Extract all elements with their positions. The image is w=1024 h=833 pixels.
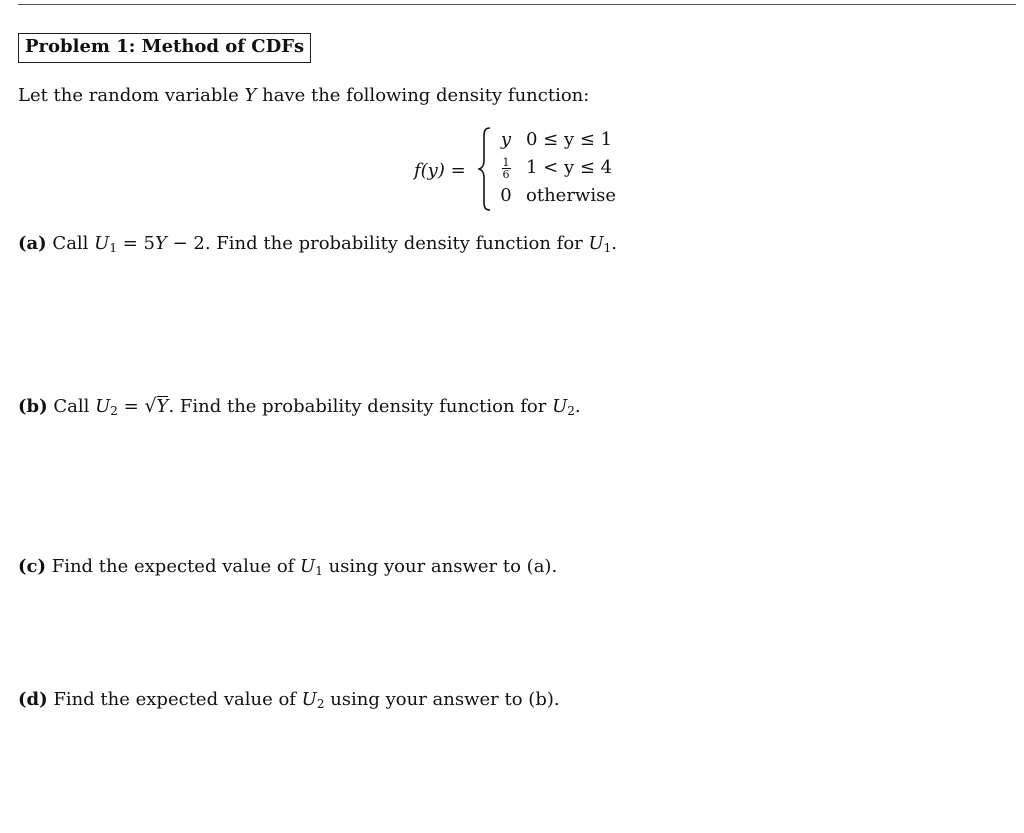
- part-d-text: Find the expected value of: [47, 689, 302, 710]
- fraction-numerator: 1: [502, 156, 510, 169]
- part-b-eq: =: [117, 396, 145, 417]
- part-a-end-sub: 1: [603, 241, 612, 255]
- left-brace: [478, 126, 492, 212]
- part-b-end-sub: 2: [567, 404, 575, 418]
- part-a-end-var: U: [588, 233, 604, 254]
- part-a-expr-var: Y: [154, 233, 167, 254]
- fraction-denominator: 6: [502, 168, 510, 181]
- part-c-var: U: [300, 556, 316, 577]
- part-b: [18, 395, 581, 418]
- part-b-end: .: [574, 396, 581, 417]
- top-rule: [18, 4, 1016, 5]
- density-row-3-value: 0: [500, 185, 512, 206]
- part-d-sub: 2: [316, 697, 325, 711]
- intro-after: have the following density function:: [256, 85, 590, 106]
- density-row-2-value: [498, 157, 514, 180]
- fraction-one-sixth: [502, 157, 511, 180]
- density-row-1-condition: 0 ≤ y ≤ 1: [526, 129, 613, 150]
- radicand: Y: [156, 396, 169, 417]
- part-a: [18, 233, 617, 255]
- part-b-end-var: U: [552, 396, 568, 417]
- part-a-var: U: [94, 233, 110, 254]
- part-c-rest: using your answer to (a).: [322, 556, 558, 577]
- part-d-var: U: [301, 689, 317, 710]
- part-a-label: (a): [18, 233, 47, 254]
- part-c-label: (c): [18, 556, 46, 577]
- radical-sign: √: [144, 395, 157, 417]
- part-c-sub: 1: [315, 564, 323, 578]
- intro-before: Let the random variable: [18, 85, 245, 106]
- part-b-label: (b): [18, 396, 48, 417]
- part-b-text: Call: [47, 396, 96, 417]
- part-d-label: (d): [18, 689, 48, 710]
- part-a-end: .: [611, 233, 618, 254]
- part-b-rest: . Find the probability density function for: [168, 396, 553, 417]
- density-row-2-condition: 1 < y ≤ 4: [526, 157, 613, 178]
- density-row-3-condition: otherwise: [526, 185, 616, 206]
- part-b-sub: 2: [110, 404, 118, 418]
- intro-var: Y: [244, 85, 257, 106]
- problem-title: Problem 1: Method of CDFs: [18, 33, 311, 63]
- part-b-var: U: [95, 396, 111, 417]
- part-c: [18, 556, 557, 578]
- part-a-expr: = 5: [116, 233, 155, 254]
- square-root: [144, 395, 168, 418]
- part-a-text: Call: [46, 233, 95, 254]
- density-row-1-value: y: [500, 129, 512, 150]
- intro-text: [18, 85, 589, 107]
- part-a-sub: 1: [109, 241, 117, 255]
- part-d-rest: using your answer to (b).: [324, 689, 560, 710]
- part-c-text: Find the expected value of: [46, 556, 301, 577]
- part-a-expr-rest: − 2. Find the probability density function for: [166, 233, 589, 254]
- part-d: [18, 689, 560, 711]
- density-lhs: f(y) =: [414, 160, 466, 181]
